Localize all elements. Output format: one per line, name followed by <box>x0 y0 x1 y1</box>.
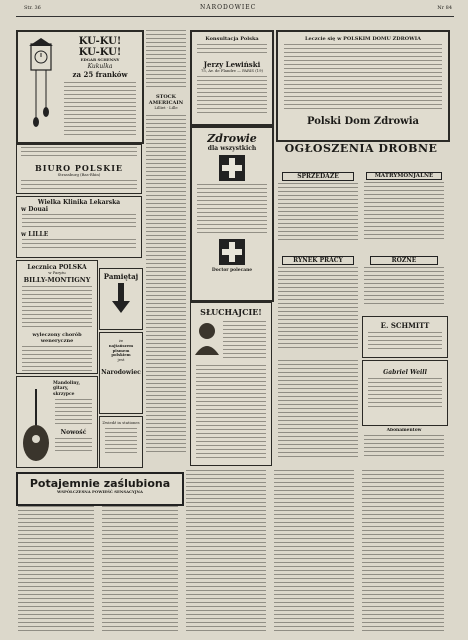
mandolina-l1: Mandoliny, <box>53 381 81 386</box>
ad-sluchajcie <box>190 302 272 466</box>
konsultacja-name: Jerzy Lewiński <box>203 60 261 69</box>
mandolina-brand: Nowość <box>60 428 87 436</box>
cross-icon <box>219 155 245 181</box>
ad-kuku <box>16 30 144 144</box>
biuro-line: Strassburg (Bas-Rhin) <box>57 172 101 177</box>
pamietaj-l5: jest <box>117 357 125 363</box>
rozne-title: RÓŻNE <box>370 256 438 265</box>
serial-title: Potajemnie zaślubiona <box>29 477 171 490</box>
serial-col-4 <box>272 470 356 634</box>
cuckoo-clock-icon <box>26 38 56 134</box>
rynek-pracy <box>276 256 360 356</box>
serial-col-5 <box>360 470 446 634</box>
ad-pamietaj <box>99 268 143 330</box>
konsultacja-addr: 75, Av. de Flandre — PARIS (19) <box>201 68 263 73</box>
ad-zdrowie <box>190 126 274 302</box>
klinika-lille: w LILLE <box>21 231 49 238</box>
stock-title: STOCK AMERICAIN <box>148 94 184 106</box>
konsultacja-title: Konsultacja Polska <box>205 36 259 42</box>
sprzedaz-title: SPRZEDAŻE <box>282 172 354 181</box>
pamietaj-l4: polskiem <box>111 352 131 358</box>
schmitt-title: E. SCHMITT <box>380 321 430 330</box>
ogloszenia-left-col <box>276 172 360 252</box>
ad-schmitt <box>362 316 448 358</box>
arrow-down-icon <box>111 283 131 313</box>
pamietaj-l2: najtańszem <box>108 342 134 348</box>
abonament <box>362 428 446 464</box>
cross-icon <box>219 239 245 265</box>
ad-klinika <box>16 196 142 258</box>
ogloszenia-banner <box>276 142 446 168</box>
kuku-brand: Kukulka <box>87 62 113 70</box>
rozne <box>362 256 446 312</box>
zdrowie-sub: dla wszystkich <box>207 145 257 152</box>
zdrowie-title: Zdrowie <box>207 132 257 145</box>
rynek-title: RYNEK PRACY <box>282 256 354 265</box>
gabriel-title: Gabriel Weill <box>383 369 427 376</box>
ogloszenia-bottom-left <box>276 360 360 464</box>
mandolina-l2: gitary, <box>53 386 69 392</box>
lecznica-title: Lecznica POLSKA <box>27 264 87 271</box>
biuro-title: BIURO POLSKIE <box>34 163 124 173</box>
lecznica-sub: w Paryżu <box>48 270 66 275</box>
ogloszenia-title: OGŁOSZENIA DROBNE <box>284 142 438 155</box>
ad-pamietaj-text <box>99 332 143 414</box>
ogloszenia-right-col <box>362 172 446 252</box>
ad-lecznica <box>16 260 98 374</box>
page-number: Str. 36 <box>24 5 41 11</box>
ad-narodowiec-sub <box>99 416 143 468</box>
abonament-title: Abonamentów <box>386 428 422 433</box>
ad-konsultacja <box>190 30 274 126</box>
portrait-icon <box>195 321 219 355</box>
ad-gabriel <box>362 360 448 426</box>
serial-col-2 <box>100 506 180 634</box>
pamietaj-l3: pismem <box>112 347 130 353</box>
kuku-title: KU-KU! <box>78 36 122 47</box>
ad-mandolina <box>16 376 98 468</box>
ad-dom-zdrowia <box>276 30 450 142</box>
ad-biuro <box>16 144 142 194</box>
kuku-title-2: KU-KU! <box>78 47 122 58</box>
serial-sub: WSPÓŁCZESNA POWIEŚĆ SENSACYJNA <box>57 489 143 494</box>
serial-col-1 <box>16 506 96 634</box>
serial-banner <box>16 472 184 506</box>
pamietaj-narodowiec: Narodowiec <box>101 368 141 376</box>
serial-col-3 <box>184 470 268 634</box>
stock-sub: Lilliet · Lille <box>154 105 178 110</box>
zdrowie-footer: Doctor polecane <box>211 268 253 273</box>
pamietaj-l1: że <box>118 338 124 343</box>
dom-intro: Leczcie się w POLSKIM DOMU ZDROWIA <box>305 36 421 42</box>
mandolina-l3: skrzypce <box>53 391 75 397</box>
dom-title: Polski Dom Zdrowia <box>306 116 420 127</box>
issue-number: Nr 84 <box>437 5 452 11</box>
masthead: NARODOWIEC <box>200 4 257 11</box>
pamietaj-title: Pamiętaj <box>103 272 139 281</box>
klinika-title: Wielka Klinika Lekarska <box>37 199 121 206</box>
matrymonialne-title: MATRYMONJALNE <box>366 172 442 180</box>
column-2-text <box>144 30 188 466</box>
kuku-price: za 25 franków <box>72 69 128 79</box>
kuku-line1: EDGAR SCHENNY <box>80 57 120 62</box>
header-rule <box>16 16 454 17</box>
lecznica-note: wyleczony chorób weneryczne <box>32 331 82 344</box>
narodowiec-sub: Zwiedź in stationes <box>102 420 140 425</box>
mandolin-icon <box>21 387 51 463</box>
klinika-city: w Douai <box>21 206 48 213</box>
lecznica-name: BILLY-MONTIGNY <box>23 275 91 284</box>
page-header <box>0 0 468 16</box>
sluchajcie-title: SŁUCHAJCIE! <box>200 307 262 317</box>
